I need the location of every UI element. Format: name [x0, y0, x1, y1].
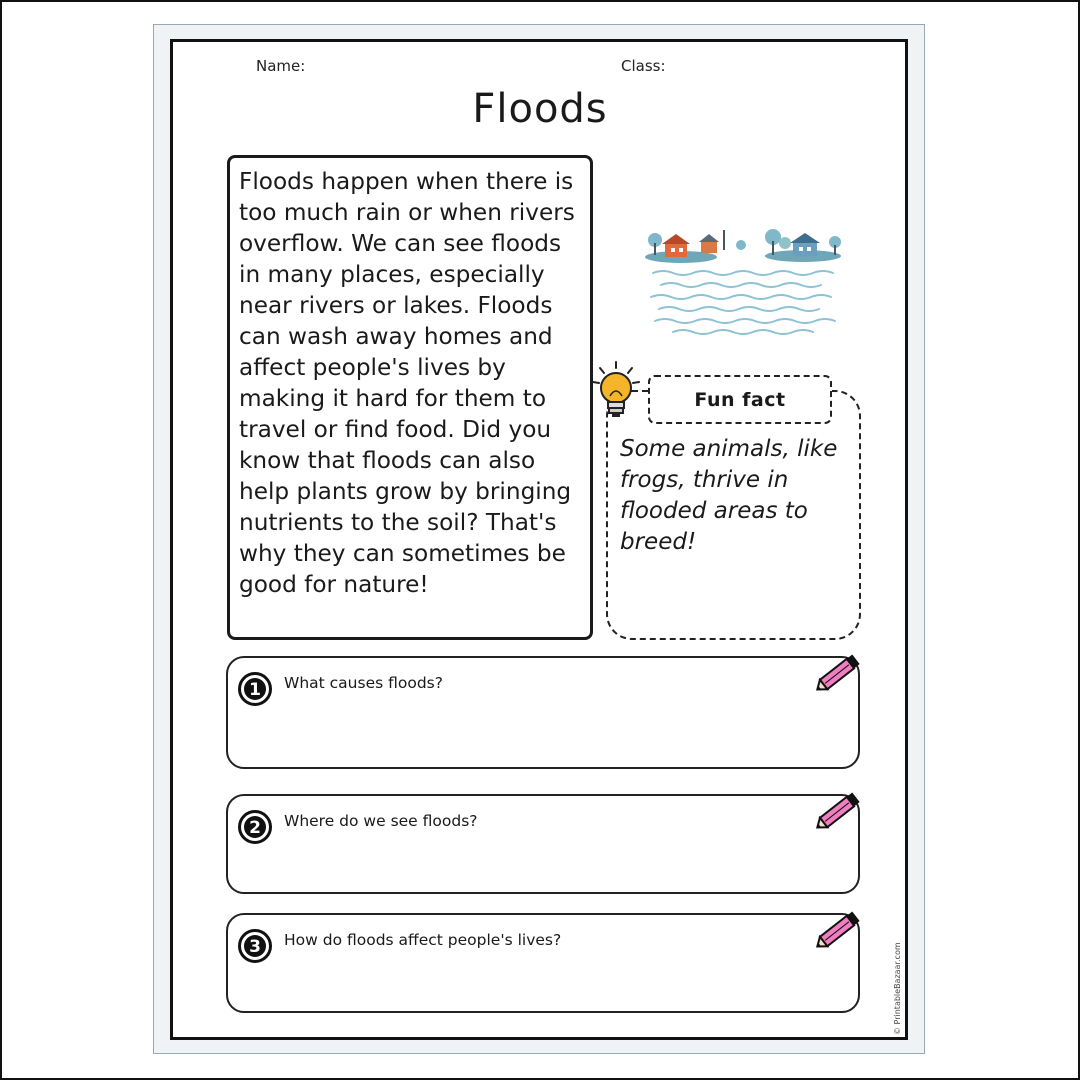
- question-1-text: What causes floods?: [284, 674, 443, 692]
- reading-passage-box: [227, 155, 593, 640]
- lightbulb-icon: [590, 360, 642, 424]
- fun-fact-heading: Fun fact: [648, 375, 832, 424]
- number-1-badge: [238, 672, 272, 706]
- page-title: Floods: [472, 86, 608, 132]
- question-2-text: Where do we see floods?: [284, 812, 478, 830]
- pencil-icon: [812, 905, 868, 955]
- reading-passage: Floods happen when there is too much rain or when rivers overflow. We can see floods in many places, especially near rivers or lakes. Floods can wash away homes and affect people's lives by making it hard for them to travel or find food. Did you know that floods can also help plants grow by bringing nutrients to the soil? That's why they can sometimes be good for nature!: [239, 168, 575, 598]
- question-1-box[interactable]: [226, 656, 860, 769]
- number-3-badge: [238, 929, 272, 963]
- pencil-icon: [812, 786, 868, 836]
- question-2-number: 2: [249, 818, 261, 838]
- flood-scene-illustration: [643, 215, 843, 340]
- copyright-credit: © PrintableBazaar.com: [893, 942, 902, 1035]
- question-1-number: 1: [249, 680, 261, 700]
- fun-fact-text: Some animals, like frogs, thrive in flooded areas to breed!: [620, 436, 838, 555]
- class-label: Class:: [621, 57, 666, 75]
- fun-fact-box: [606, 390, 861, 640]
- name-label: Name:: [256, 57, 306, 75]
- question-3-text: How do floods affect people's lives?: [284, 931, 562, 949]
- question-3-number: 3: [249, 937, 261, 957]
- pencil-icon: [812, 648, 868, 698]
- number-2-badge: [238, 810, 272, 844]
- question-3-box[interactable]: [226, 913, 860, 1013]
- question-2-box[interactable]: [226, 794, 860, 894]
